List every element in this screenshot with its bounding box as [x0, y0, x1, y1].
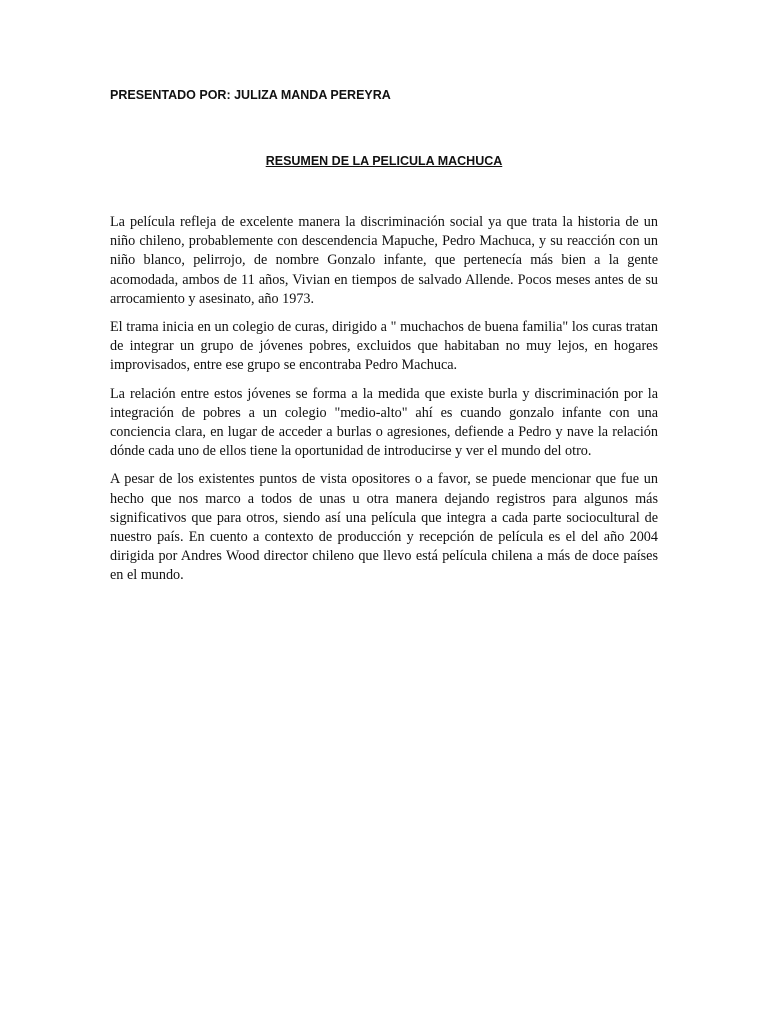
document-body — [110, 213, 658, 595]
document-title: RESUMEN DE LA PELICULA MACHUCA — [265, 154, 503, 168]
paragraph: La relación entre estos jóvenes se forma a la medida que existe burla y discriminación por la integración de pobres a un colegio "medio-alto" ahí es cuando gonzalo infante con una conciencia clara, en lugar de acceder a burlas o agresiones, defiende a Pedro y nave la relación dónde cada uno de ellos tiene la oportunidad de introducirse y ver el mundo del otro. — [110, 385, 658, 460]
paragraph: El trama inicia en un colegio de curas, dirigido a " muchachos de buena familia" los curas tratan de integrar un grupo de jóvenes pobres, excluidos que habitaban no muy lejos, en hogares improvisados, entre ese grupo se encontraba Pedro Machuca. — [110, 319, 658, 374]
paragraph: A pesar de los existentes puntos de vista opositores o a favor, se puede mencionar que fue un hecho que nos marco a todos de unas u otra manera dejando registros para algunos más significativos que para otros, siendo así una película que integra a cada parte sociocultural de nuestro país. En cuento a contexto de producción y recepción de película es el del año 2004 dirigida por Andres Wood director chileno que llevo está película chilena a más de doce países en el mundo. — [110, 471, 658, 584]
author-line: PRESENTADO POR: JULIZA MANDA PEREYRA — [110, 88, 391, 102]
paragraph: La película refleja de excelente manera la discriminación social ya que trata la historia de un niño chileno, probablemente con descendencia Mapuche, Pedro Machuca, y su reacción con un niño blanco, pelirrojo, de nombre Gonzalo infante, que pertenecía más bien a la gente acomodada, ambos de 11 años, Vivian en tiempos de salvado Allende. Pocos meses antes de su arrocamiento y asesinato, año 1973. — [110, 214, 658, 307]
